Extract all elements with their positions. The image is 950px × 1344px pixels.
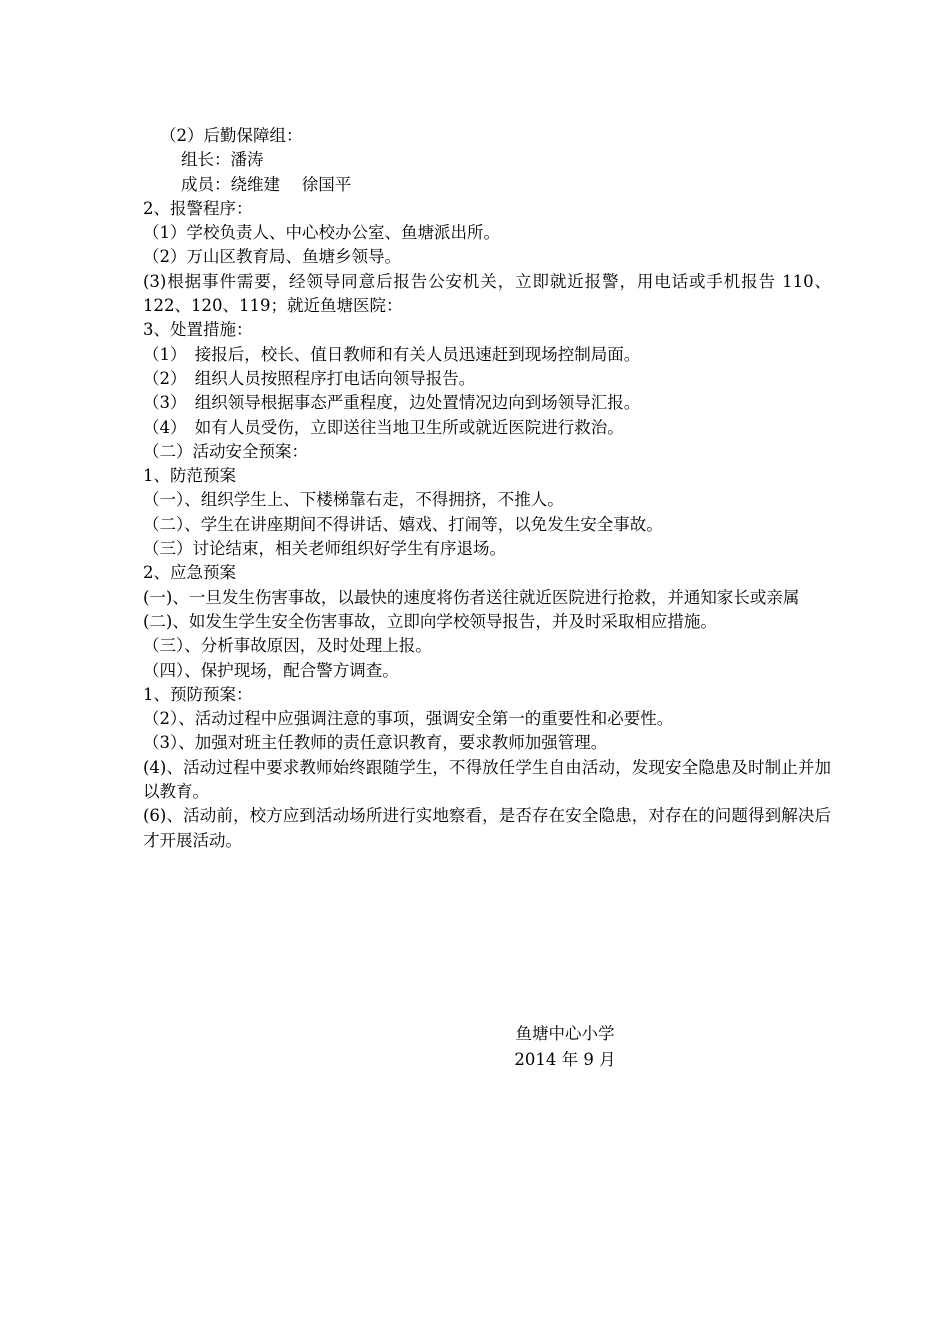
document-line: （三）讨论结束，相关老师组织好学生有序退场。 <box>143 539 506 559</box>
document-line: 1、防范预案 <box>143 466 236 486</box>
document-line: （一）、组织学生上、下楼梯靠右走，不得拥挤，不推人。 <box>143 490 564 510</box>
document-line: (3)根据事件需要，经领导同意后报告公安机关，立即就近报警，用电话或手机报告 110、122、120、119；就近鱼塘医院： <box>143 271 831 316</box>
document-line: （2）、活动过程中应强调注意的事项，强调安全第一的重要性和必要性。 <box>143 709 674 729</box>
document-line: （三）、分析事故原因，及时处理上报。 <box>143 636 432 656</box>
document-line: (6)、活动前，校方应到活动场所进行实地察看，是否存在安全隐患，对存在的问题得到解决后才开展活动。 <box>143 806 831 850</box>
document-line: （四）、保护现场，配合警方调查。 <box>143 660 399 680</box>
document-line: （2）万山区教育局、鱼塘乡领导。 <box>143 247 401 267</box>
signature-date: 2014 年 9 月 <box>514 1050 616 1069</box>
document-line: (一)、一旦发生伤害事故，以最快的速度将伤者送往就近医院进行抢救，并通知家长或亲属 <box>143 587 800 607</box>
document-line: （1） 接报后，校长、值日教师和有关人员迅速赶到现场控制局面。 <box>143 344 641 364</box>
document-line: （1）学校负责人、中心校办公室、鱼塘派出所。 <box>143 223 500 243</box>
document-line: 成员：绕维建 徐国平 <box>181 174 352 194</box>
document-line: 1、预防预案： <box>143 684 253 704</box>
document-line: （4） 如有人员受伤，立即送往当地卫生所或就近医院进行救治。 <box>143 417 624 437</box>
signature-organization: 鱼塘中心小学 <box>515 1024 615 1043</box>
document-line: （3）、加强对班主任教师的责任意识教育，要求教师加强管理。 <box>143 733 608 753</box>
document-line: （二）、学生在讲座期间不得讲话、嬉戏、打闹等，以免发生安全事故。 <box>143 514 663 534</box>
document-line: 3、处置措施： <box>143 320 253 340</box>
document-line: （2）后勤保障组： <box>160 126 303 145</box>
document-line: 2、应急预案 <box>143 563 236 583</box>
signature-block <box>470 1021 660 1073</box>
document-line: （2） 组织人员按照程序打电话向领导报告。 <box>143 368 476 388</box>
document-line: (二)、如发生学生安全伤害事故，立即向学校领导报告，并及时采取相应措施。 <box>143 611 717 631</box>
document-line: (4)、活动过程中要求教师始终跟随学生，不得放任学生自由活动，发现安全隐患及时制止并加以教育。 <box>143 757 831 802</box>
document-line: 组长：潘涛 <box>181 150 264 170</box>
document-line: 2、报警程序： <box>143 198 253 218</box>
document-line: （3） 组织领导根据事态严重程度，边处置情况边向到场领导汇报。 <box>143 393 641 413</box>
document-line: （二）活动安全预案： <box>143 441 308 461</box>
document-body <box>143 124 831 853</box>
